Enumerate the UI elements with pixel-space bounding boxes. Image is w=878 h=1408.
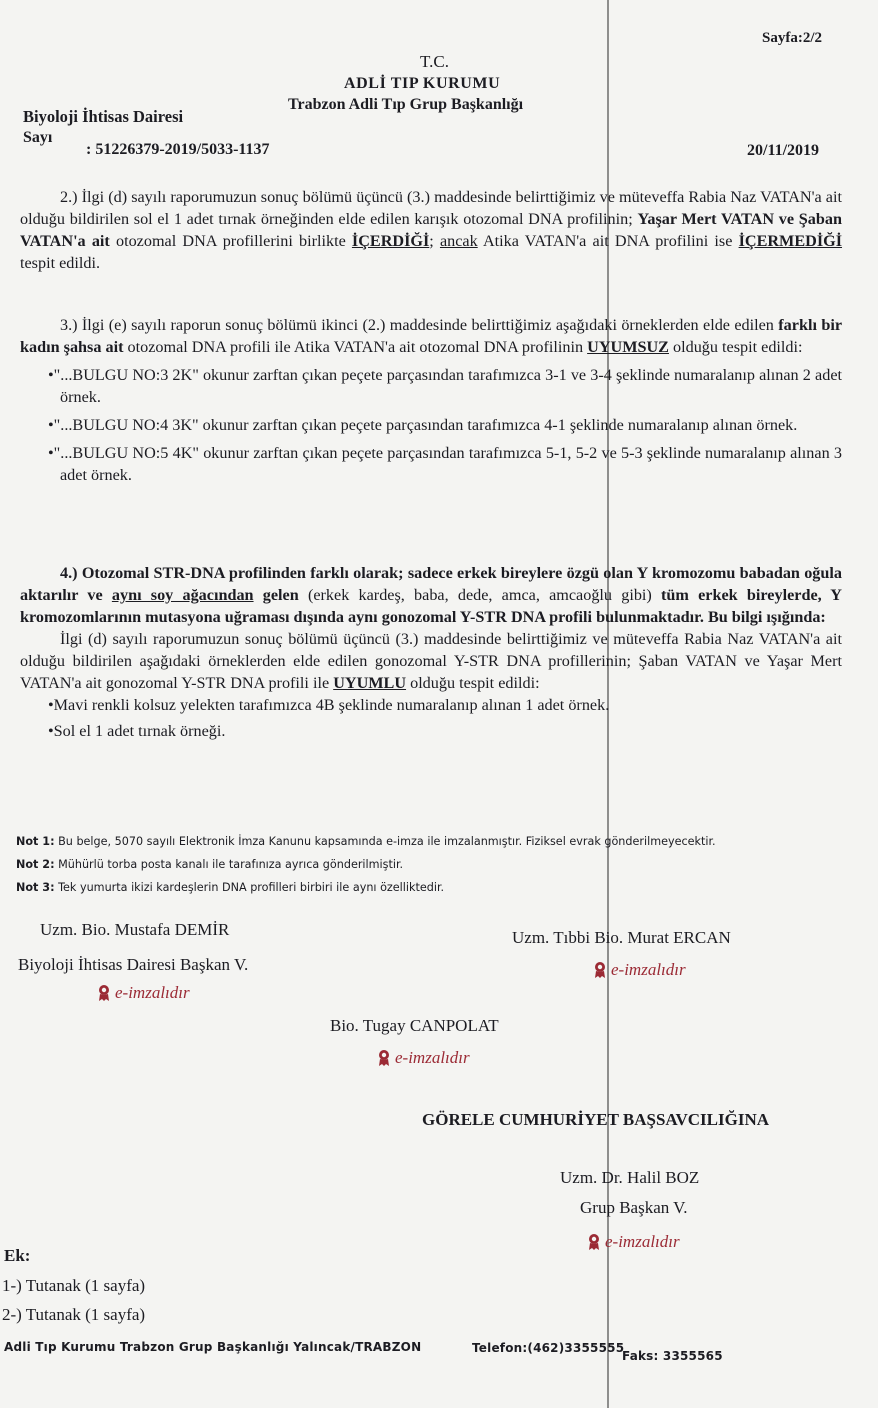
attachment-item: 1-) Tutanak (1 sayfa) (2, 1276, 146, 1295)
section-3-bullet: •"...BULGU NO:3 2K" okunur zarftan çıkan peçete parçasından tarafımızca 3-1 ve 3-4 şeklinde numaralanıp alınan 2 adet örnek. (48, 366, 842, 406)
page-number: Sayfa:2/2 (762, 30, 822, 46)
header-institution: ADLİ TIP KURUMU (344, 75, 501, 92)
signer-1-title: Biyoloji İhtisas Dairesi Başkan V. (18, 955, 249, 974)
footer-phone: Telefon:(462)3355555 (472, 1341, 625, 1355)
note: Not 1: Bu belge, 5070 sayılı Elektronik İmza Kanunu kapsamında e-imza ile imzalanmıştır. Fiziksel evrak gönderilmeyecektir. (16, 835, 716, 848)
signer-3-esign: e-imzalıdır (376, 1048, 470, 1068)
section-2 (20, 186, 842, 274)
attachment-item: 2-) Tutanak (1 sayfa) (2, 1305, 146, 1324)
report-date: 20/11/2019 (747, 142, 820, 159)
section-2-paragraph: 2.) İlgi (d) sayılı raporumuzun sonuç bölümü üçüncü (3.) maddesinde belirttiğimiz ve müteveffa Rabia Naz VATAN'a ait olduğu bildirilen sol el 1 adet tırnak örneğinden elde edilen karışık otozomal DNA profilinin; Yaşar Mert VATAN ve Şaban VATAN'a ait otozomal DNA profillerini birlikte İÇERDİĞİ; ancak Atika VATAN'a ait DNA profilini ise İÇERMEDİĞİ tespit edildi. (20, 188, 843, 272)
section-3-paragraph: 3.) İlgi (e) sayılı raporun sonuç bölümü ikinci (2.) maddesinde belirttiğimiz aşağıdaki örneklerden elde edilen farklı bir kadın şahsa ait otozomal DNA profili ile Atika VATAN'a ait otozomal DNA profilinin UYUMSUZ olduğu tespit edildi: (20, 316, 843, 356)
note: Not 3: Tek yumurta ikizi kardeşlerin DNA profilleri birbiri ile aynı özelliktedir. (16, 881, 445, 894)
footer-address: Adli Tıp Kurumu Trabzon Grup Başkanlığı Yalıncak/TRABZON (4, 1340, 422, 1354)
signer-4-title: Grup Başkan V. (580, 1198, 688, 1217)
section-3 (20, 314, 842, 486)
signer-2-esign: e-imzalıdır (592, 960, 686, 980)
footer-fax: Faks: 3355565 (622, 1349, 723, 1363)
signer-1-esign: e-imzalıdır (96, 983, 190, 1003)
signer-4-name: Uzm. Dr. Halil BOZ (560, 1168, 700, 1187)
header-branch: Trabzon Adli Tıp Grup Başkanlığı (288, 96, 524, 113)
section-4-bullet: •Sol el 1 adet tırnak örneği. (48, 722, 226, 740)
signer-1-name: Uzm. Bio. Mustafa DEMİR (40, 920, 230, 939)
section-4-paragraph: 4.) Otozomal STR-DNA profilinden farklı olarak; sadece erkek bireylere özgü olan Y kromozomu babadan oğula aktarılır ve aynı soy ağacından gelen (erkek kardeş, baba, dede, amca, amcaoğlu gibi) tüm erkek bireylerde, Y kromozomlarının mutasyona uğraması dışında aynı gonozomal Y-STR DNA profili bulunmaktadır. Bu bilgi ışığında: (20, 564, 842, 626)
seal-icon (376, 1049, 392, 1067)
seal-icon (586, 1233, 602, 1251)
header-country: T.C. (420, 52, 449, 71)
seal-icon (592, 961, 608, 979)
ref-number: : 51226379-2019/5033-1137 (86, 141, 270, 158)
recipient: GÖRELE CUMHURİYET BAŞSAVCILIĞINA (422, 1110, 770, 1129)
department: Biyoloji İhtisas Dairesi (23, 107, 184, 126)
notes (16, 830, 836, 899)
attachments-label: Ek: (4, 1246, 31, 1265)
section-4 (20, 562, 842, 742)
section-3-bullet: •"...BULGU NO:4 3K" okunur zarftan çıkan peçete parçasından tarafımızca 4-1 şeklinde numaralanıp alınan örnek. (48, 416, 798, 434)
seal-icon (96, 984, 112, 1002)
signer-2-name: Uzm. Tıbbi Bio. Murat ERCAN (512, 928, 731, 947)
section-3-bullet: •"...BULGU NO:5 4K" okunur zarftan çıkan peçete parçasından tarafımızca 5-1, 5-2 ve 5-3 şeklinde numaralanıp alınan 3 adet örnek. (48, 444, 842, 484)
note: Not 2: Mühürlü torba posta kanalı ile tarafınıza ayrıca gönderilmiştir. (16, 858, 404, 871)
section-4-bullet: •Mavi renkli kolsuz yelekten tarafımızca 4B şeklinde numaralanıp alınan 1 adet örnek. (48, 696, 610, 714)
ref-label: Sayı (23, 129, 53, 146)
section-4-paragraph: İlgi (d) sayılı raporumuzun sonuç bölümü üçüncü (3.) maddesinde belirttiğimiz ve müteveffa Rabia Naz VATAN'a ait olduğu bildirilen aşağıdaki örneklerden elde edilen gonozomal Y-STR DNA profillerinin; Şaban VATAN ve Yaşar Mert VATAN'a ait gonozomal Y-STR DNA profili ile UYUMLU olduğu tespit edildi: (20, 630, 842, 692)
signer-3-name: Bio. Tugay CANPOLAT (330, 1016, 499, 1035)
signer-4-esign: e-imzalıdır (586, 1232, 680, 1252)
